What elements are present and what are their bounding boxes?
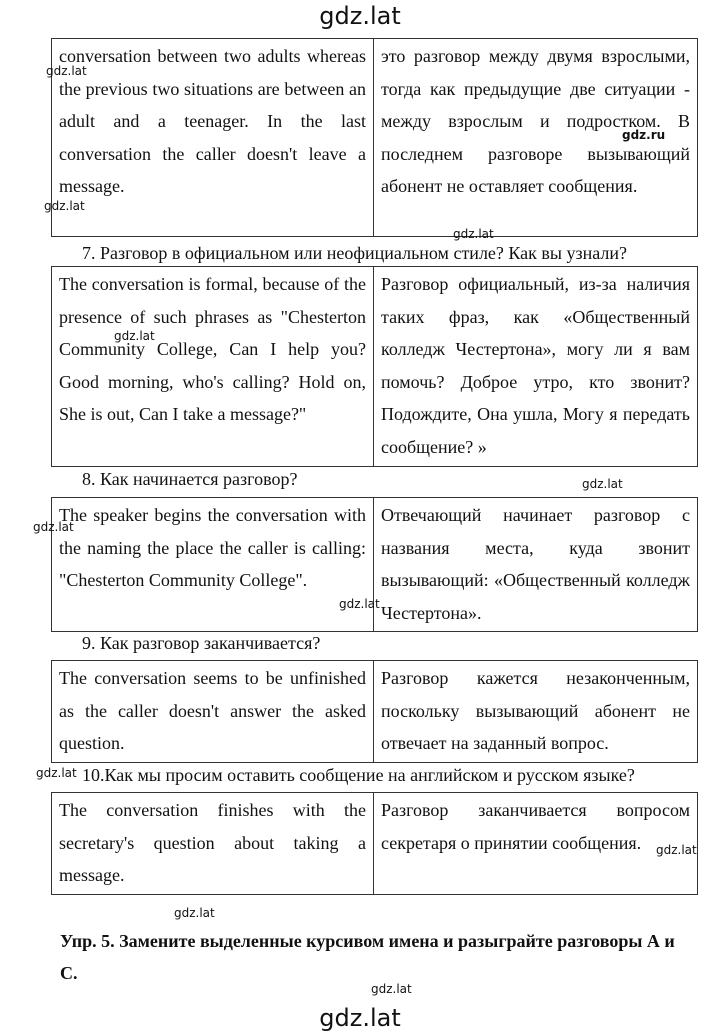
- answer-russian: это разговор между двумя взрослыми, тогда как предыдущие две ситуации - между взрослым и подростком. В последнем разговоре вызывающий абонент не оставляет сообщения.: [374, 39, 698, 237]
- site-footer: gdz.lat: [319, 1004, 401, 1032]
- exercise-5-heading: Упр. 5. Замените выделенные курсивом имена и разыграйте разговоры А и С.: [60, 931, 675, 983]
- answer-russian: Разговор заканчивается вопросом секретаря о принятии сообщения.: [374, 793, 698, 895]
- table-row: [52, 793, 698, 895]
- answer-russian: Разговор официальный, из-за наличия таких фраз, как «Общественный колледж Честертона», могу ли я вам помочь? Доброе утро, кто звонит? Подождите, Она ушла, Могу я передать сообщение? »: [374, 267, 698, 467]
- site-header: gdz.lat: [319, 2, 401, 30]
- answer-english: The speaker begins the conversation with the naming the place the caller is calling: "Chesterton Community College".: [52, 498, 374, 632]
- answer-english: The conversation is formal, because of the presence of such phrases as "Chesterton Community College, Can I help you? Good morning, who's calling? Hold on, She is out, Can I take a message?": [52, 267, 374, 467]
- answer-russian: Разговор кажется незаконченным, поскольку вызывающий абонент не отвечает на заданный вопрос.: [374, 661, 698, 763]
- watermark: gdz.lat: [44, 199, 85, 213]
- question-9: 9. Как разговор заканчивается?: [82, 633, 321, 653]
- answer-table-9: [51, 660, 698, 763]
- answer-table-7: [51, 266, 698, 467]
- table-row: [52, 498, 698, 632]
- watermark: gdz.lat: [453, 227, 494, 241]
- table-row: [52, 661, 698, 763]
- watermark: gdz.lat: [174, 906, 215, 920]
- question-7: 7. Разговор в официальном или неофициальном стиле? Как вы узнали?: [82, 243, 627, 263]
- table-row: [52, 39, 698, 237]
- watermark: gdz.lat: [582, 477, 623, 491]
- answer-english: conversation between two adults whereas the previous two situations are between an adult and a teenager. In the last conversation the caller doesn't leave a message.: [52, 39, 374, 237]
- table-row: [52, 267, 698, 467]
- watermark: gdz.lat: [33, 520, 74, 534]
- watermark: gdz.lat: [656, 843, 697, 857]
- watermark: gdz.lat: [114, 329, 155, 343]
- answer-english: The conversation finishes with the secretary's question about taking a message.: [52, 793, 374, 895]
- question-10: 10.Как мы просим оставить сообщение на английском и русском языке?: [82, 765, 635, 785]
- question-8: 8. Как начинается разговор?: [82, 469, 298, 489]
- answer-table-10: [51, 792, 698, 895]
- watermark: gdz.lat: [339, 597, 380, 611]
- answer-table-8: [51, 497, 698, 632]
- watermark: gdz.lat: [36, 766, 77, 780]
- watermark: gdz.lat: [371, 982, 412, 996]
- watermark: gdz.ru: [622, 128, 666, 142]
- answer-table-6: [51, 38, 698, 237]
- watermark: gdz.lat: [46, 64, 87, 78]
- answer-russian: Отвечающий начинает разговор с названия места, куда звонит вызывающий: «Общественный колледж Честертона».: [374, 498, 698, 632]
- answer-english: The conversation seems to be unfinished as the caller doesn't answer the asked question.: [52, 661, 374, 763]
